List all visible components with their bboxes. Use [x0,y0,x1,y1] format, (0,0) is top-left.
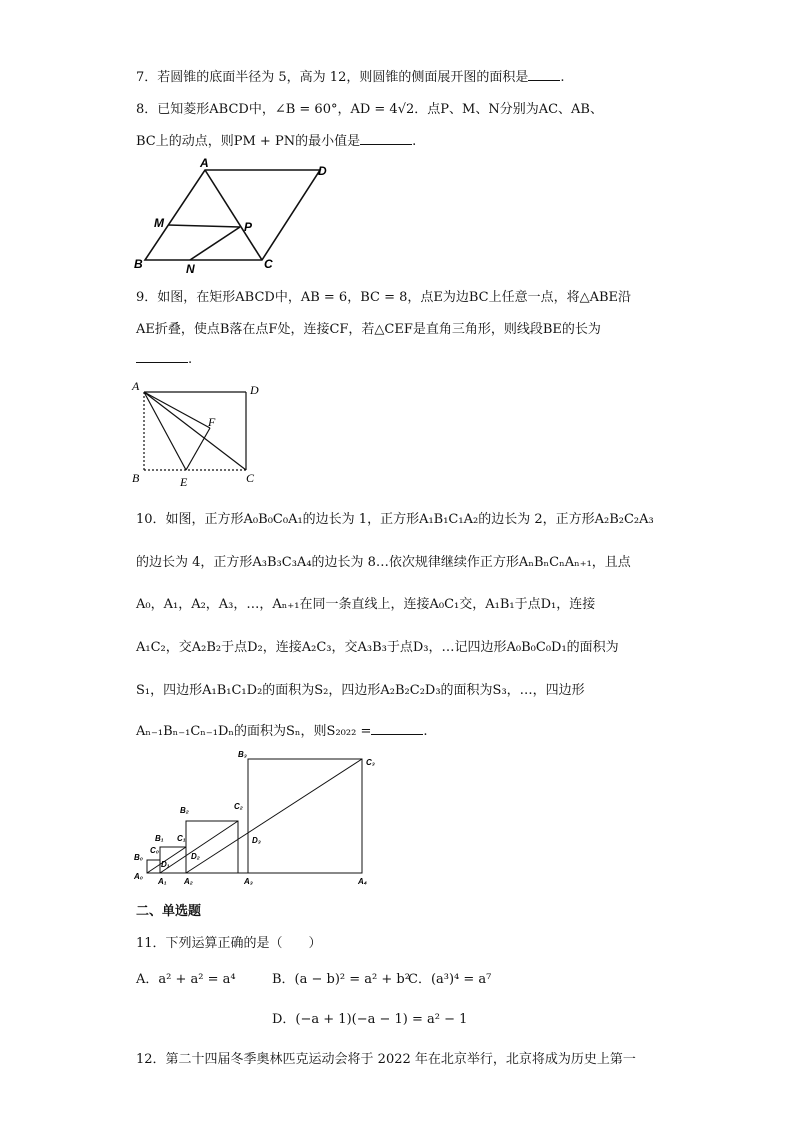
q7-answer-blank[interactable] [528,68,560,81]
q11-stem: 11．下列运算正确的是（ ） [136,936,322,951]
q10-label-D2: D₂ [191,852,200,861]
q10-line3: A₀，A₁，A₂，A₃，…，Aₙ₊₁在同一条直线上，连接A₀C₁交，A₁B₁于点D₁，连接 [136,597,596,612]
q7-stem: 7．若圆锥的底面半径为 5，高为 12，则圆锥的侧面展开图的面积是 [136,70,529,85]
q10-label-A2: A₂ [184,877,193,886]
q9-label-D: D [250,383,259,397]
q7-text: 7．若圆锥的底面半径为 5，高为 12，则圆锥的侧面展开图的面积是 . [136,70,565,85]
q8-line2: BC上的动点，则PM + PN的最小值是 . [136,134,417,149]
q10-line1: 10．如图，正方形A₀B₀C₀A₁的边长为 1，正方形A₁B₁C₁A₂的边长为 2，正方形A₂B₂C₂A₃ [136,512,654,527]
q10-label-C1: C₁ [177,834,186,843]
q11-option-c[interactable]: C．(a³)⁴ = a⁷ [408,972,492,987]
q8-label-A: A [200,156,209,170]
q10-label-C0: C₀ [150,846,159,855]
q9-label-E: E [180,475,188,489]
q10-squares-figure [130,745,390,890]
q9-line1: 9．如图，在矩形ABCD中，AB = 6，BC = 8，点E为边BC上任意一点，将△ABE沿 [136,290,632,305]
q8-label-N: N [186,262,195,275]
q10-label-B2: B₂ [180,806,189,815]
q8-line1: 8．已知菱形ABCD中，∠B = 60°，AD = 4√2．点P、M、N分别为AC、AB、 [136,102,603,117]
q10-label-B1: B₁ [155,834,164,843]
q8-label-C: C [264,257,273,271]
q11-option-a[interactable]: A．a² + a² = a⁴ [136,972,236,987]
q9-line2: AE折叠，使点B落在点F处，连接CF，若△CEF是直角三角形，则线段BE的长为 [136,322,601,337]
q9-label-A: A [132,379,140,393]
q8-rhombus-figure [130,155,340,275]
q10-label-C3: C₃ [366,758,375,767]
q10-label-A0: A₀ [134,872,143,881]
q12-text: 12．第二十四届冬季奥林匹克运动会将于 2022 年在北京举行，北京将成为历史上第一 [136,1052,636,1067]
q8-answer-blank[interactable] [360,132,412,145]
q11-option-b[interactable]: B．(a − b)² = a² + b² [272,972,410,987]
q9-answer-blank[interactable] [136,350,188,363]
q10-line4: A₁C₂，交A₂B₂于点D₂，连接A₂C₃，交A₃B₃于点D₃，…记四边形A₀B₀C₀D₁的面积为 [136,640,619,655]
q8-label-P: P [244,220,253,234]
q8-label-B: B [134,257,143,271]
q10-label-A3: A₃ [244,877,253,886]
q11-option-d[interactable]: D．(−a + 1)(−a − 1) = a² − 1 [272,1012,468,1027]
q10-line5: S₁，四边形A₁B₁C₁D₂的面积为S₂，四边形A₂B₂C₂D₃的面积为S₃，…，四边形 [136,683,585,698]
q10-line2: 的边长为 4，正方形A₃B₃C₃A₄的边长为 8…依次规律继续作正方形AₙBₙCₙAₙ₊₁，且点 [136,555,631,570]
q9-line3: . [136,350,192,367]
q9-label-F: F [208,415,216,429]
q10-label-B3: B₃ [238,750,247,759]
q10-label-A1: A₁ [158,877,167,886]
q9-label-B: B [132,471,140,485]
q8-label-D: D [318,164,327,178]
q10-line6: Aₙ₋₁Bₙ₋₁Cₙ₋₁Dₙ的面积为Sₙ，则S₂₀₂₂ = . [136,724,428,739]
q10-label-D3: D₃ [252,836,261,845]
q10-label-C2: C₂ [234,802,243,811]
q9-label-C: C [246,471,255,485]
q10-label-D1: D₁ [161,860,170,869]
q10-label-B0: B₀ [134,853,143,862]
q10-label-A4: A₄ [358,877,367,886]
q9-rectangle-figure [128,378,268,490]
section-heading-single-choice: 二、单选题 [136,904,202,919]
q8-label-M: M [154,216,164,230]
q10-answer-blank[interactable] [371,722,423,735]
